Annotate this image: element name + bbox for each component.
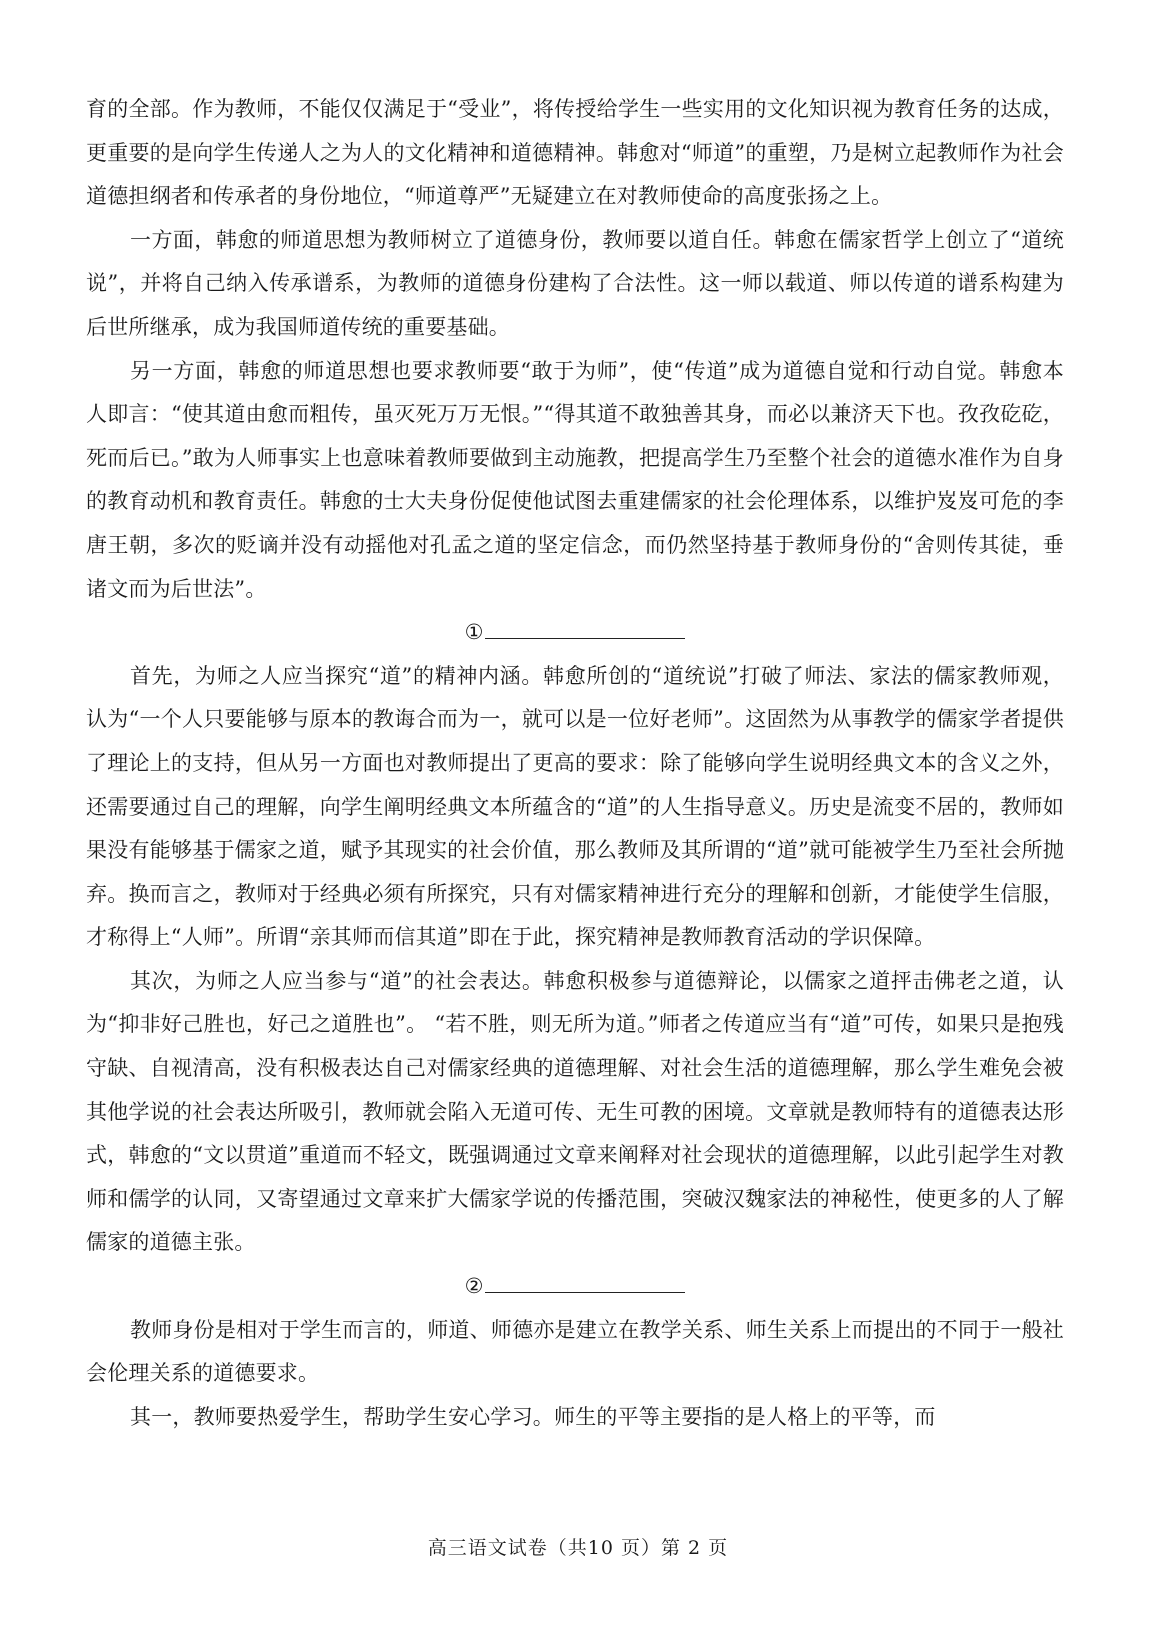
fill-blank-1 — [86, 611, 1064, 655]
paragraph-7: 其一，教师要热爱学生，帮助学生安心学习。师生的平等主要指的是人格上的平等，而 — [130, 1404, 936, 1429]
blank-underline-2 — [485, 1268, 685, 1293]
paragraph-1: 育的全部。作为教师，不能仅仅满足于“受业”，将传授给学生一些实用的文化知识视为教育任务的达成，更重要的是向学生传递人之为人的文化精神和道德精神。韩愈对“师道”的重塑，乃是树立起教师作为社会道德担纲者和传承者的身份地位，“师道尊严”无疑建立在对教师使命的高度张扬之上。 — [86, 97, 1064, 209]
paragraph-5: 其次，为师之人应当参与“道”的社会表达。韩愈积极参与道德辩论，以儒家之道抨击佛老之道，认为“抑非好己胜也，好己之道胜也”。 “若不胜，则无所为道。”师者之传道应当有“道”可传，如果只是抱残守缺、自视清高，没有积极表达自己对儒家经典的道德理解、对社会生活的道德理解，那么学生难免会被其他学说的社会表达所吸引，教师就会陷入无道可传、无生可教的困境。文章就是教师特有的道德表达形式，韩愈的“文以贯道”重道而不轻文，既强调通过文章来阐释对社会现状的道德理解，以此引起学生对教师和儒学的认同，又寄望通过文章来扩大儒家学说的传播范围，突破汉魏家法的神秘性，使更多的人了解儒家的道德主张。 — [86, 968, 1064, 1255]
page-footer: 高三语文试卷（共10 页）第 2 页 — [427, 1537, 729, 1559]
document-body — [86, 88, 1064, 1439]
paragraph-4: 首先，为师之人应当探究“道”的精神内涵。韩愈所创的“道统说”打破了师法、家法的儒家教师观，认为“一个人只要能够与原本的教诲合而为一，就可以是一位好老师”。这固然为从事教学的儒家学者提供了理论上的支持，但从另一方面也对教师提出了更高的要求：除了能够向学生说明经典文本的含义之外，还需要通过自己的理解，向学生阐明经典文本所蕴含的“道”的人生指导意义。历史是流变不居的，教师如果没有能够基于儒家之道，赋予其现实的社会价值，那么教师及其所谓的“道”就可能被学生乃至社会所抛弃。换而言之，教师对于经典必须有所探究，只有对儒家精神进行充分的理解和创新，才能使学生信服，才称得上“人师”。所谓“亲其师而信其道”即在于此，探究精神是教师教育活动的学识保障。 — [86, 663, 1064, 950]
paragraph-3: 另一方面，韩愈的师道思想也要求教师要“敢于为师”，使“传道”成为道德自觉和行动自觉。韩愈本人即言：“使其道由愈而粗传，虽灭死万万无恨。”“得其道不敢独善其身，而必以兼济天下也。孜孜矻矻，死而后已。”敢为人师事实上也意味着教师要做到主动施教，把提高学生乃至整个社会的道德水准作为自身的教育动机和教育责任。韩愈的士大夫身份促使他试图去重建儒家的社会伦理体系，以维护岌岌可危的李唐王朝，多次的贬谪并没有动摇他对孔孟之道的坚定信念，而仍然坚持基于教师身份的“舍则传其徒，垂诸文而为后世法”。 — [86, 358, 1064, 601]
paragraph-6: 教师身份是相对于学生而言的，师道、师德亦是建立在教学关系、师生关系上而提出的不同于一般社会伦理关系的道德要求。 — [86, 1317, 1064, 1386]
blank-number-1: ① — [464, 620, 484, 645]
blank-number-2: ② — [464, 1274, 484, 1299]
paragraph-2: 一方面，韩愈的师道思想为教师树立了道德身份，教师要以道自任。韩愈在儒家哲学上创立了“道统说”，并将自己纳入传承谱系，为教师的道德身份建构了合法性。这一师以载道、师以传道的谱系构建为后世所继承，成为我国师道传统的重要基础。 — [86, 227, 1064, 339]
blank-underline-1 — [485, 614, 685, 639]
fill-blank-2 — [86, 1265, 1064, 1309]
